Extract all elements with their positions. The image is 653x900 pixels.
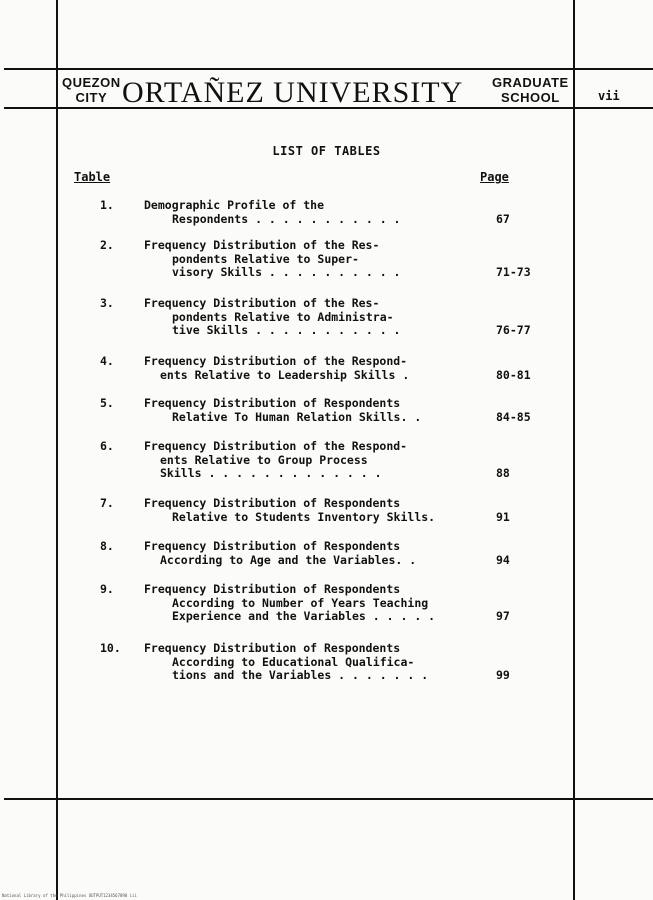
header-right-block (492, 75, 569, 105)
right-margin-rule (573, 0, 575, 900)
caption-line: Frequency Distribution of Respondents (144, 396, 401, 410)
page-reference: 91 (496, 509, 510, 524)
list-item (100, 642, 520, 683)
column-header-page: Page (480, 170, 509, 184)
list-item (100, 540, 520, 567)
list-item (100, 396, 531, 424)
table-caption (144, 642, 484, 683)
caption-line: According to Number of Years Teaching (172, 595, 429, 610)
caption-line: Frequency Distribution of the Res- (144, 296, 380, 310)
caption-line: pondents Relative to Administra- (172, 309, 394, 324)
table-caption (144, 497, 484, 524)
table-number: 1. (100, 198, 114, 212)
caption-line: pondents Relative to Super- (172, 251, 359, 266)
caption-line: Frequency Distribution of Respondents (144, 641, 401, 655)
caption-line: Experience and the Variables . . . . . (172, 609, 436, 623)
header-graduate: GRADUATE (492, 75, 569, 90)
table-number: 3. (100, 296, 114, 310)
table-number: 6. (100, 439, 114, 453)
caption-line: Frequency Distribution of the Respond- (144, 354, 408, 368)
list-item (100, 497, 520, 524)
caption-line: Frequency Distribution of the Respond- (144, 439, 408, 453)
page-reference: 76-77 (496, 323, 531, 337)
list-item (100, 238, 531, 280)
table-number: 9. (100, 582, 114, 596)
left-margin-rule (56, 0, 58, 900)
list-item (100, 296, 531, 338)
table-number: 5. (100, 396, 114, 410)
page-number: vii (598, 89, 620, 103)
page-reference: 94 (496, 552, 510, 567)
list-item (100, 440, 520, 481)
table-caption (144, 355, 484, 382)
caption-line: According to Age and the Variables. . (160, 552, 417, 567)
footer-rule (4, 798, 653, 800)
page-reference: 97 (496, 609, 510, 623)
header-city: CITY (75, 90, 108, 105)
table-number: 7. (100, 496, 114, 510)
list-item (100, 583, 520, 624)
caption-line: tions and the Variables . . . . . . . (172, 668, 429, 682)
caption-line: Frequency Distribution of Respondents (144, 496, 401, 510)
column-header-table: Table (74, 170, 111, 184)
caption-line: ents Relative to Leadership Skills . (160, 367, 410, 382)
table-number: 8. (100, 539, 114, 553)
university-name: ORTAÑEZ UNIVERSITY (122, 76, 464, 109)
table-caption (144, 297, 484, 338)
table-caption (144, 239, 484, 280)
table-number: 2. (100, 238, 114, 252)
table-number: 4. (100, 354, 114, 368)
header-quezon: QUEZON (62, 75, 121, 90)
caption-line: Demographic Profile of the (144, 198, 325, 212)
table-caption (144, 199, 484, 226)
page-reference: 67 (496, 211, 510, 226)
list-item (100, 199, 520, 226)
caption-line: visory Skills . . . . . . . . . . (172, 265, 401, 279)
page-reference: 88 (496, 466, 510, 480)
header-top-rule (4, 68, 653, 70)
header-school: SCHOOL (501, 90, 560, 105)
footer-scan-text: National Library of the Philippines OUTPUT1234567890 iii (2, 893, 137, 898)
page-reference: 80-81 (496, 367, 531, 382)
caption-line: Frequency Distribution of Respondents (144, 539, 401, 553)
table-caption (144, 440, 484, 481)
page-reference: 99 (496, 668, 510, 682)
caption-line: Relative To Human Relation Skills. . (172, 409, 422, 424)
table-caption (144, 583, 484, 624)
caption-line: Skills . . . . . . . . . . . . . (160, 466, 382, 480)
caption-line: Respondents . . . . . . . . . . . (172, 211, 401, 226)
table-number: 10. (100, 641, 121, 655)
caption-line: Frequency Distribution of the Res- (144, 238, 380, 252)
header-left-block (62, 75, 121, 105)
table-caption (144, 540, 484, 567)
caption-line: Relative to Students Inventory Skills. (172, 509, 436, 524)
page-title: LIST OF TABLES (272, 144, 381, 158)
page-reference: 84-85 (496, 409, 531, 424)
caption-line: According to Educational Qualifica- (172, 654, 415, 669)
page-reference: 71-73 (496, 265, 531, 279)
caption-line: Frequency Distribution of Respondents (144, 582, 401, 596)
caption-line: tive Skills . . . . . . . . . . . (172, 323, 401, 337)
list-item (100, 354, 531, 382)
table-caption (144, 397, 484, 424)
caption-line: ents Relative to Group Process (160, 452, 368, 467)
